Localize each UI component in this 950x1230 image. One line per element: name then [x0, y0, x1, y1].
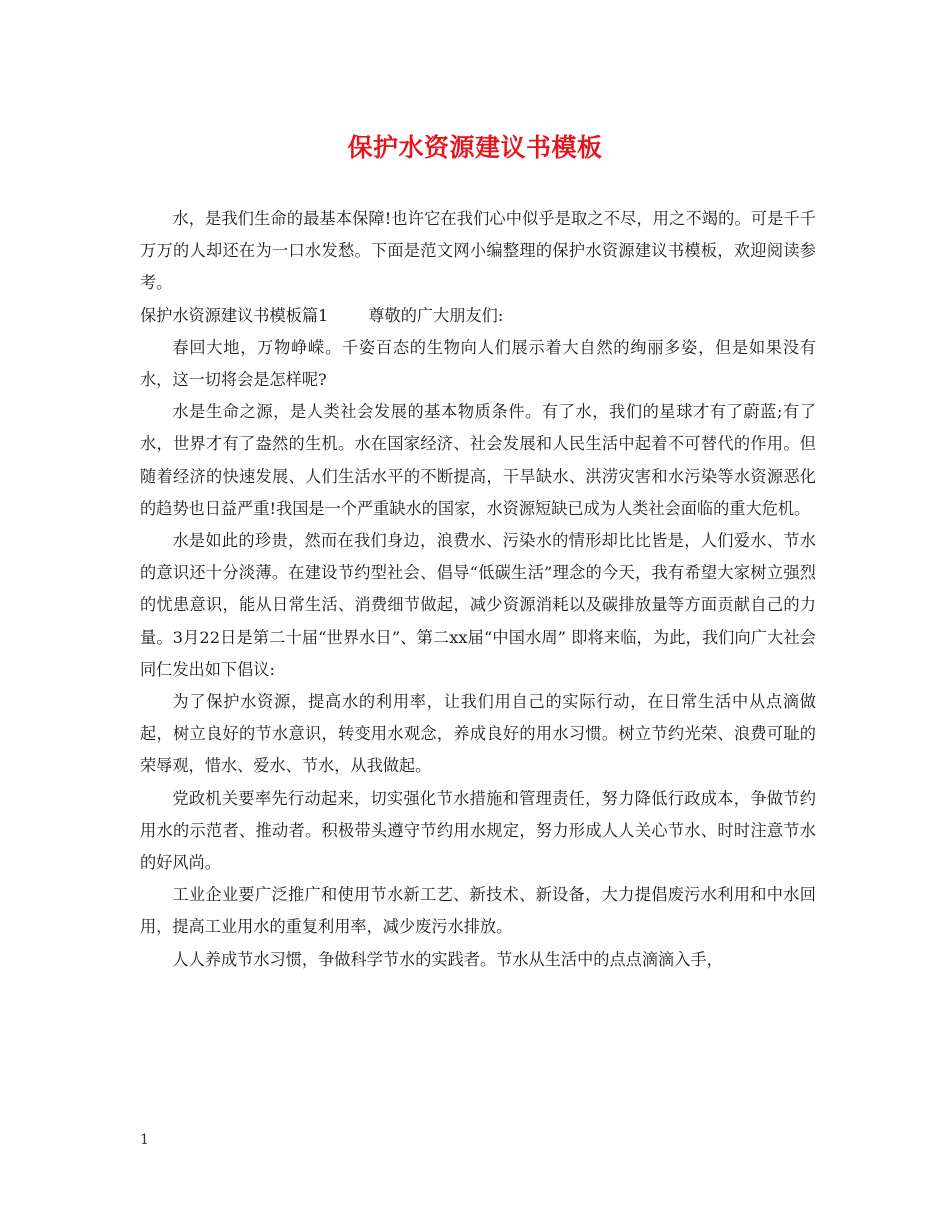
- section-heading-line: [140, 300, 816, 332]
- paragraph: 水是生命之源，是人类社会发展的基本物质条件。有了水，我们的星球才有了蔚蓝;有了水，世界才有了盎然的生机。水在国家经济、社会发展和人民生活中起着不可替代的作用。但随着经济的快速发展、人们生活水平的不断提高，干旱缺水、洪涝灾害和水污染等水资源恶化的趋势也日益严重!我国是一个严重缺水的国家，水资源短缺已成为人类社会面临的重大危机。: [140, 402, 816, 518]
- paragraph: 工业企业要广泛推广和使用节水新工艺、新技术、新设备，大力提倡废污水利用和中水回用，提高工业用水的重复利用率，减少废污水排放。: [140, 885, 816, 937]
- paragraph: 春回大地，万物峥嵘。千姿百态的生物向人们展示着大自然的绚丽多姿，但是如果没有水，这一切将会是怎样呢?: [140, 337, 816, 390]
- intro-paragraph: 水，是我们生命的最基本保障!也许它在我们心中似乎是取之不尽，用之不竭的。可是千千万万的人却还在为一口水发愁。下面是范文网小编整理的保护水资源建议书模板，欢迎阅读参考。: [140, 209, 816, 293]
- paragraph: 为了保护水资源，提高水的利用率，让我们用自己的实际行动，在日常生活中从点滴做起，树立良好的节水意识，转变用水观念，养成良好的用水习惯。树立节约光荣、浪费可耻的荣辱观，惜水、爱水、节水，从我做起。: [140, 692, 816, 776]
- document-title: 保护水资源建议书模板: [347, 133, 603, 162]
- paragraph: 党政机关要率先行动起来，切实强化节水措施和管理责任，努力降低行政成本，争做节约用水的示范者、推动者。积极带头遵守节约用水规定，努力形成人人关心节水、时时注意节水的好风尚。: [140, 788, 816, 873]
- paragraph: 水是如此的珍贵，然而在我们身边，浪费水、污染水的情形却比比皆是，人们爱水、节水的意识还十分淡薄。在建设节约型社会、倡导“低碳生活”理念的今天，我有希望大家树立强烈的忧患意识，能从日常生活、消费细节做起，减少资源消耗以及碳排放量等方面贡献自己的力量。3月22日是第二十届“世界水日”、第二xx届“中国水周” 即将来临，为此，我们向广大社会同仁发出如下倡议:: [140, 531, 816, 679]
- document-body: [140, 203, 816, 976]
- section-heading: 保护水资源建议书模板篇1: [140, 305, 329, 325]
- paragraph: 人人养成节水习惯，争做科学节水的实践者。节水从生活中的点点滴滴入手，: [172, 949, 723, 969]
- page-number: 1: [140, 1132, 149, 1148]
- salutation: 尊敬的广大朋友们:: [368, 305, 504, 325]
